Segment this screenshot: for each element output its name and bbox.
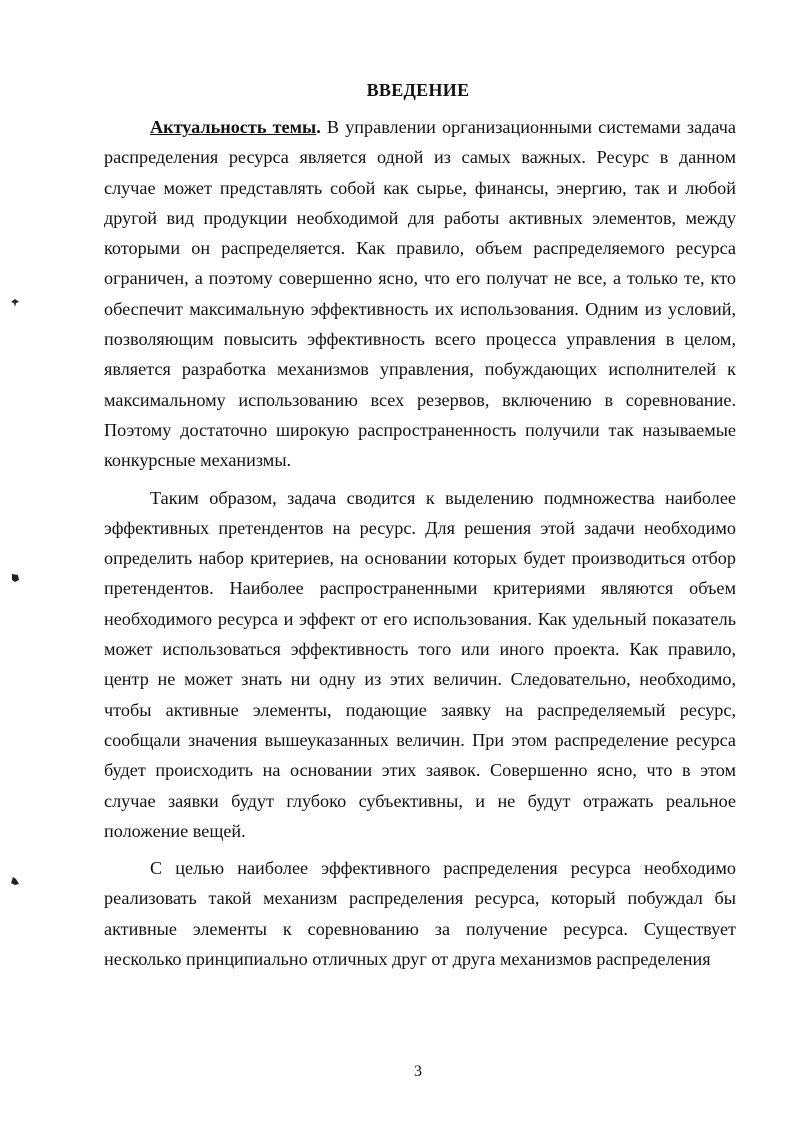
paragraph-3: С целью наиболее эффективного распределения ресурса необходимо реализовать такой механизм распределения ресурса, который побуждал бы активные элементы к соревнованию за получение ресурса. Существует несколько принципиально отличных друг от друга механизмов распределения bbox=[104, 858, 736, 970]
margin-mark-icon bbox=[10, 876, 20, 886]
section-lead: Актуальность темы bbox=[150, 117, 317, 137]
margin-mark-icon bbox=[10, 298, 20, 308]
section-lead-punct: . bbox=[316, 117, 321, 137]
paragraph-2: Таким образом, задача сводится к выделению подмножества наиболее эффективных претендентов на ресурс. Для решения этой задачи необходимо определить набор критериев, на основании которых будет производиться отбор претендентов. Наиболее распространенными критериями являются объем необходимого ресурса и эффект от его использования. Как удельный показатель может использоваться эффективность того или иного проекта. Как правило, центр не может знать ни одну из этих величин. Следовательно, необходимо, чтобы активные элементы, подающие заявку на распределяемый ресурс, сообщали значения вышеуказанных величин. При этом распределение ресурса будет происходить на основании этих заявок. Совершенно ясно, что в этом случае заявки будут глубоко субъективны, и не будут отражать реальное положение вещей. bbox=[104, 487, 736, 841]
body-text bbox=[104, 112, 736, 974]
page-number: 3 bbox=[414, 1063, 422, 1080]
margin-mark-icon bbox=[10, 573, 20, 583]
paragraph-1-text: В управлении организационными системами задача распределения ресурса является одной из самых важных. Ресурс в данном случае может представлять собой как сырье, финансы, энергию, так и любой другой вид продукции необходимой для работы активных элементов, между которыми он распределяется. Как правило, объем распределяемого ресурса ограничен, а поэтому совершенно ясно, что его получат не все, а только те, кто обеспечит максимальную эффективность их использования. Одним из условий, позволяющим повысить эффективность всего процесса управления в целом, является разработка механизмов управления, побуждающих исполнителей к максимальному использованию всех резервов, включению в соревнование. Поэтому достаточно широкую распространенность получили так называемые конкурсные механизмы. bbox=[104, 117, 736, 471]
paragraph-1 bbox=[104, 112, 736, 476]
page-title: ВВЕДЕНИЕ bbox=[366, 80, 470, 100]
